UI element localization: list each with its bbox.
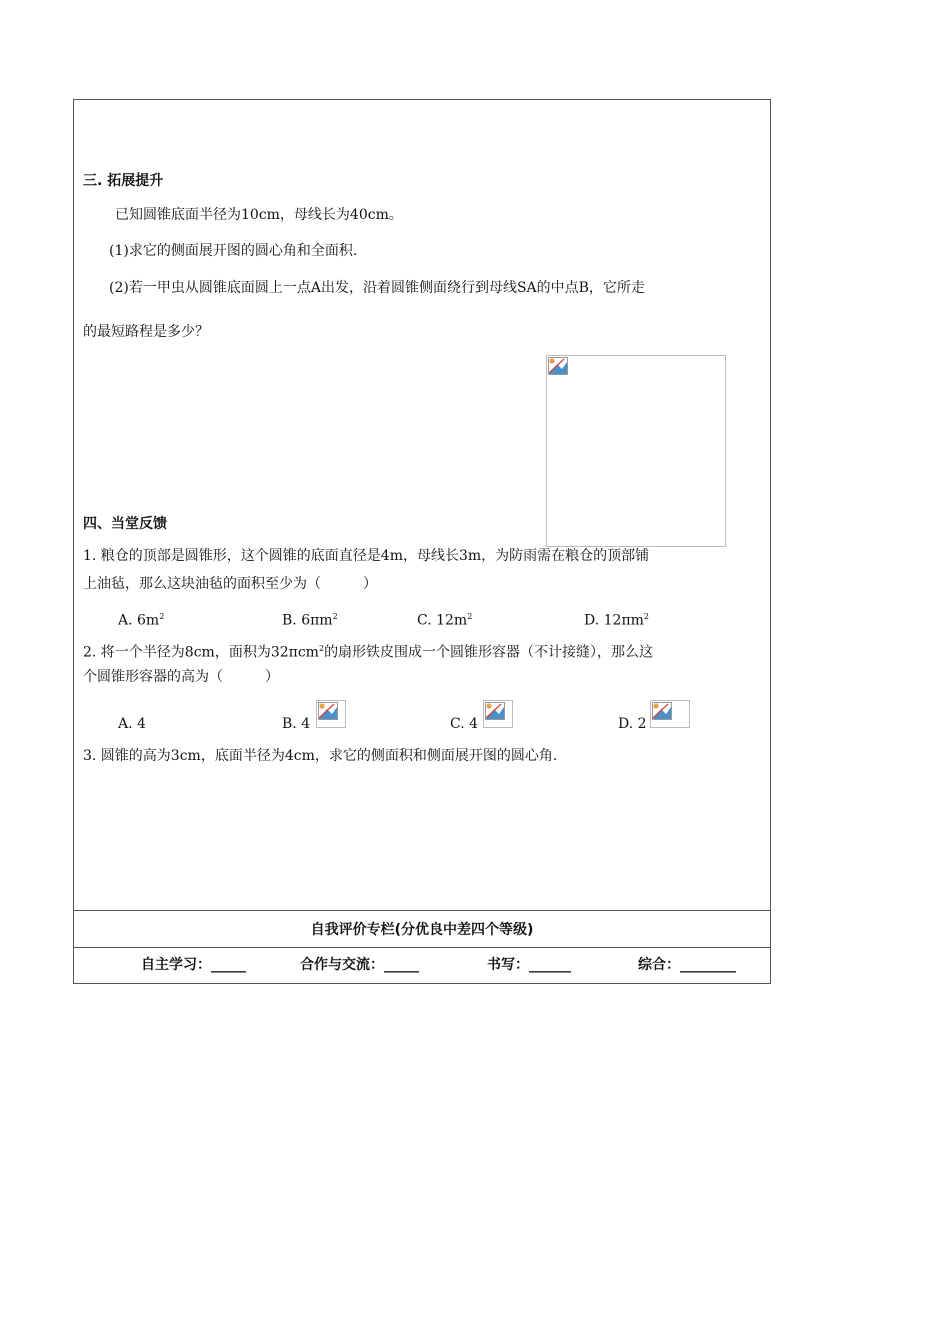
broken-image-icon bbox=[548, 357, 568, 375]
broken-image-icon bbox=[652, 702, 672, 720]
problem2-option-b: B. 4 bbox=[282, 716, 311, 732]
problem1-option-a: A. $6m^2$ bbox=[118, 612, 165, 629]
section3-question2-line2: 的最短路程是多少？ bbox=[83, 324, 209, 340]
section3-question1: (1)求它的侧面展开图的圆心角和全面积. bbox=[109, 243, 358, 259]
section3-intro: 已知圆锥底面半径为10cm，母线长为40cm。 bbox=[115, 207, 403, 223]
section3-title: 三. 拓展提升 bbox=[83, 173, 164, 189]
worksheet-table bbox=[73, 99, 771, 984]
radical-image-c bbox=[483, 700, 513, 728]
evaluation-self-study: 自主学习：_____ bbox=[141, 957, 246, 973]
problem2-line2: 个圆锥形容器的高为（ ） bbox=[83, 669, 279, 685]
evaluation-header: 自我评价专栏(分优良中差四个等级) bbox=[310, 922, 534, 938]
problem2-option-d: D. 2 bbox=[618, 716, 647, 732]
problem3: 3. 圆锥的高为3cm，底面半径为4cm，求它的侧面积和侧面展开图的圆心角. bbox=[83, 748, 558, 764]
evaluation-header-row bbox=[74, 910, 770, 947]
evaluation-items-row bbox=[74, 947, 770, 984]
problem1-option-d: D. $12\pi m^2$ bbox=[584, 612, 650, 629]
radical-image-d bbox=[650, 700, 690, 728]
content-cell bbox=[74, 100, 770, 910]
broken-image-icon bbox=[318, 702, 338, 720]
evaluation-cooperation: 合作与交流：_____ bbox=[300, 957, 419, 973]
cone-figure-placeholder bbox=[546, 355, 726, 547]
problem1-line1: 1. 粮仓的顶部是圆锥形，这个圆锥的底面直径是4m，母线长3m，为防雨需在粮仓的顶部铺 bbox=[83, 548, 650, 564]
evaluation-overall: 综合：________ bbox=[638, 957, 736, 973]
problem2-line1: 2. 将一个半径为8cm，面积为32πcm$^2$的扇形铁皮围成一个圆锥形容器（不计接缝），那么这 bbox=[83, 644, 654, 661]
evaluation-writing: 书写：______ bbox=[487, 957, 571, 973]
problem2-option-a: A. 4 bbox=[118, 716, 146, 732]
problem1-line2: 上油毡，那么这块油毡的面积至少为（ ） bbox=[83, 576, 377, 592]
section4-title: 四、当堂反馈 bbox=[83, 516, 167, 532]
problem1-option-c: C. $12m^2$ bbox=[417, 612, 473, 629]
broken-image-icon bbox=[485, 702, 505, 720]
section3-question2-line1: (2)若一甲虫从圆锥底面圆上一点A出发，沿着圆锥侧面绕行到母线SA的中点B，它所走 bbox=[109, 280, 645, 296]
radical-image-b bbox=[316, 700, 346, 728]
problem2-option-c: C. 4 bbox=[450, 716, 479, 732]
problem1-option-b: B. $6\pi m^2$ bbox=[282, 612, 338, 629]
